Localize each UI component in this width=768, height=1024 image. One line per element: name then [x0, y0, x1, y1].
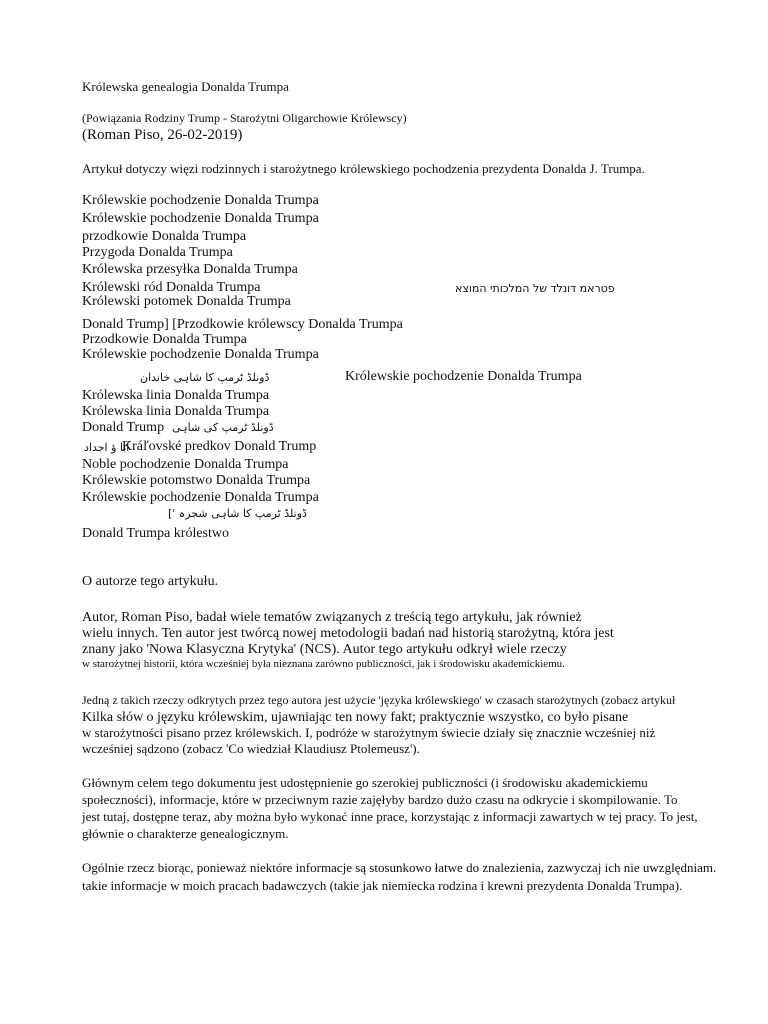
list-item: Królewska linia Donalda Trumpa: [82, 404, 270, 419]
paragraph-line: Głównym celem tego dokumentu jest udostępnienie go szerokiej publiczności (i środowisku akademickiemu: [82, 775, 648, 790]
list-item: Królewski potomek Donalda Trumpa: [82, 294, 291, 309]
urdu-line: ڈونلڈ ٹرمپ کا شاہی خاندان: [140, 371, 270, 384]
list-item: Królewskie pochodzenie Donalda Trumpa: [345, 369, 582, 384]
paragraph-line: Ogólnie rzecz biorąc, ponieważ niektóre informacje są stosunkowo łatwe do znalezienia, zazwyczaj ich nie uwzględniam.: [82, 860, 717, 875]
paragraph-line: jest tutaj, dostępne teraz, aby można było wykonać inne prace, korzystając z informacji zawartych w tej pracy. To jest,: [82, 809, 698, 824]
hebrew-line: פטראמ דונלד של המלכותי המוצא: [455, 282, 615, 295]
paragraph-line: wcześniej sądzono (zobacz 'Co wiedział Klaudiusz Ptolemeusz').: [82, 741, 420, 756]
list-item: przodkowie Donalda Trumpa: [82, 229, 247, 244]
list-item: Donald Trumpa królestwo: [82, 526, 229, 541]
list-item: Noble pochodzenie Donalda Trumpa: [82, 457, 289, 472]
list-item: Królewskie potomstwo Donalda Trumpa: [82, 473, 311, 488]
paragraph-line: takie informacje w moich pracach badawczych (takie jak niemiecka rodzina i krewni prezydenta Donalda Trumpa).: [82, 878, 683, 893]
doc-intro: Artykuł dotyczy więzi rodzinnych i starożytnego królewskiego pochodzenia prezydenta Donalda J. Trumpa.: [82, 161, 645, 176]
list-item: Przodkowie Donalda Trumpa: [82, 332, 247, 347]
paragraph-line: wielu innych. Ten autor jest twórcą nowej metodologii badań nad historią starożytną, która jest: [82, 626, 614, 641]
urdu-line: آبا ؤ اجداد: [84, 441, 130, 454]
list-item: Królewskie pochodzenie Donalda Trumpa: [82, 347, 319, 362]
list-item: Królewskie pochodzenie Donalda Trumpa: [82, 193, 319, 208]
list-item: Królewskie pochodzenie Donalda Trumpa: [82, 490, 319, 505]
doc-byline: (Roman Piso, 26-02-2019): [82, 127, 243, 143]
paragraph-line: Jedną z takich rzeczy odkrytych przez tego autora jest użycie 'języka królewskiego' w czasach starożytnych (zobacz artykuł: [82, 693, 676, 707]
doc-subtitle: (Powiązania Rodziny Trump - Starożytni Oligarchowie Królewscy): [82, 111, 407, 125]
paragraph-line: głównie o charakterze genealogicznym.: [82, 826, 289, 841]
urdu-line: ڈونلڈ ٹرمپ کی شاہی: [172, 421, 274, 434]
paragraph-line: znany jako 'Nowa Klasyczna Krytyka' (NCS). Autor tego artykułu odkrył wiele rzeczy: [82, 642, 567, 657]
list-item: Donald Trump: [82, 420, 165, 435]
paragraph-line: w starożytności pisano przez królewskich. I, podróże w starożytnym świecie działy się znacznie wcześniej niż: [82, 725, 656, 740]
list-item: Królewski ród Donalda Trumpa: [82, 280, 261, 295]
list-item: Przygoda Donalda Trumpa: [82, 245, 233, 260]
paragraph-line: Kilka słów o języku królewskim, ujawniając ten nowy fakt; praktycznie wszystko, co było pisane: [82, 710, 629, 725]
list-item: Królewska linia Donalda Trumpa: [82, 388, 270, 403]
paragraph-line: w starożytnej historii, która wcześniej była nieznana zarówno publiczności, jak i środowisku akademickiemu.: [82, 658, 565, 670]
list-item: Królewskie pochodzenie Donalda Trumpa: [82, 211, 319, 226]
about-heading: O autorze tego artykułu.: [82, 574, 219, 589]
list-item: Królewska przesyłka Donalda Trumpa: [82, 262, 298, 277]
paragraph-line: Autor, Roman Piso, badał wiele tematów związanych z treścią tego artykułu, jak również: [82, 610, 582, 625]
list-item: Kráľovské predkov Donald Trump: [122, 439, 317, 454]
doc-title: Królewska genealogia Donalda Trumpa: [82, 79, 289, 94]
urdu-line: ڈونلڈ ٹرمپ کا شاہی شجرہ ']: [168, 507, 307, 520]
list-item: Donald Trump] [Przodkowie królewscy Donalda Trumpa: [82, 317, 403, 332]
paragraph-line: społeczności), informacje, które w przeciwnym razie zajęłyby bardzo dużo czasu na odkrycie i skompilowanie. To: [82, 792, 678, 807]
